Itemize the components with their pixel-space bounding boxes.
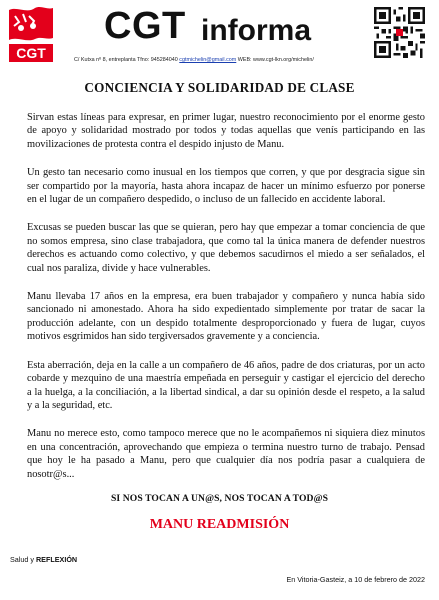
contact-address: C/ Kutxa nº 8, entreplanta Tfno: 945284040 [74, 57, 178, 63]
closing-plain: Salud y [10, 555, 36, 564]
contact-line [74, 57, 314, 63]
masthead-subtitle: informa [201, 14, 312, 47]
qr-code-icon [374, 7, 425, 58]
document-body [27, 111, 425, 496]
demand-headline: MANU READMISIÓN [149, 517, 290, 532]
masthead-title: CGT [104, 5, 186, 47]
paragraph: Manu no merece esto, como tampoco merece que no le acompañemos ni siquiera diez minutos en una concentración, aprovechando que empieza o termina nuestro turno de trabajo. Pensad que hoy le ha pasado a Manu, pero que cualquier día nos podría pasar a cualquiera de nosotr@s... [27, 428, 425, 480]
document-title: CONCIENCIA Y SOLIDARIDAD DE CLASE [84, 80, 355, 95]
logo-text: CGT [16, 45, 46, 61]
paragraph: Esta aberración, deja en la calle a un compañero de 46 años, padre de dos criaturas, por un acto cobarde y mezquino de una maestría empeñada en perseguir y castigar el ejercicio del derecho a la huelga, a la conciliación, a la libertad sindical, a dar su opinión desde el respeto, a la salud y a la seguridad, etc. [27, 359, 425, 411]
closing-bold: REFLEXIÓN [35, 555, 78, 564]
paragraph: Excusas se pueden buscar las que se quieran, pero hay que empezar a tomar conciencia de que no somos empresa, sino clase trabajadora, que como tal la única manera de defender nuestros derechos es actuando como colectivo, y que debemos sacudirnos el miedo a ser señalados, el cual nos paraliza, divide y hace vulnerables. [27, 222, 425, 274]
paragraph: Un gesto tan necesario como inusual en los tiempos que corren, y que por desgracia sigue sin ser compartido por la mayoría, hasta ahora incapaz de hacer un mínimo esfuerzo por ponerse en el lugar de un compañero despedido, o incluso de un fallecido en accidente laboral. [27, 167, 425, 206]
slogan: SI NOS TOCAN A UN@S, NOS TOCAN A TOD@S [110, 493, 329, 504]
cgt-logo-icon [7, 6, 55, 64]
contact-web[interactable]: WEB: www.cgt-lkn.org/michelin/ [237, 57, 314, 63]
paragraph: Manu llevaba 17 años en la empresa, era buen trabajador y compañero y nunca había sido sancionado ni amonestado. Ahora ha sido expedientado simplemente por tratar de sacar la producción adelante, con un despido totalmente desproporcionado y fuera de lugar, cuyos motivos esgrimidos han sido tergiversados gravemente y a conciencia. [27, 291, 425, 343]
closing-line [10, 555, 77, 564]
paragraph: Sirvan estas líneas para expresar, en primer lugar, nuestro reconocimiento por el enorme gesto de apoyo y solidaridad mostrado por todos y todas aquellas que venís participando en las movilizaciones de protesta contra el despido injusto de Manu. [27, 112, 425, 150]
contact-email[interactable]: cgtmichelin@gmail.com [179, 57, 237, 63]
date-line: En Vitoria-Gasteiz, a 10 de febrero de 2022 [286, 575, 425, 584]
